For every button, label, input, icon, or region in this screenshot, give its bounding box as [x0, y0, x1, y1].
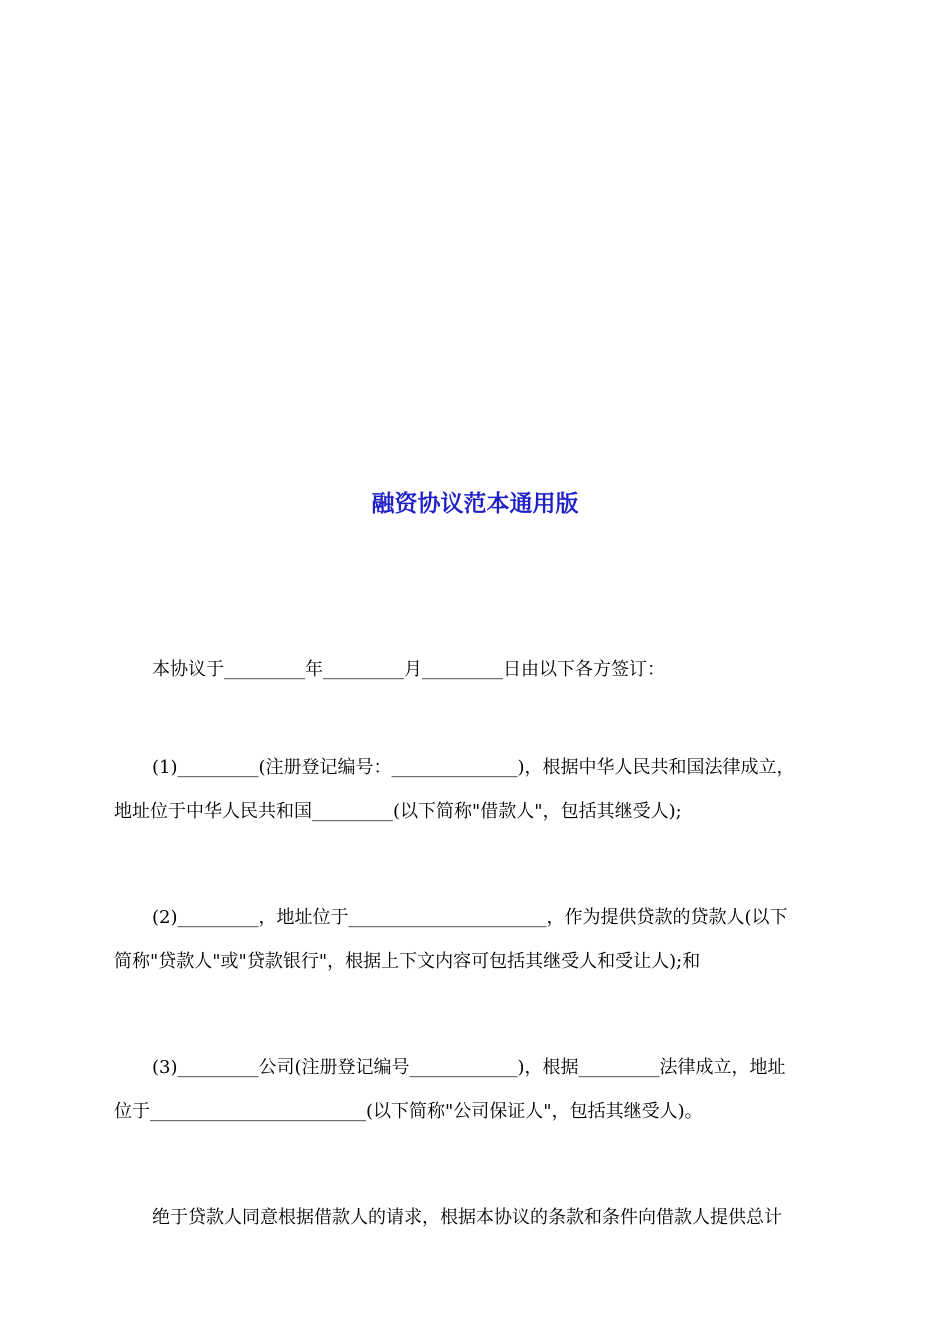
- paragraph-line: (3)_________公司(注册登记编号____________)，根据_________法律成立，地址: [152, 1057, 786, 1078]
- paragraph-line: 本协议于_________年_________月_________日由以下各方签订：: [152, 659, 665, 680]
- paragraph-line: (2)_________，地址位于______________________，作为提供贷款的贷款人(以下: [152, 907, 788, 928]
- paragraph-party-1: [114, 746, 838, 834]
- paragraph-intro: [114, 648, 838, 692]
- paragraph-line: 绝于贷款人同意根据借款人的请求，根据本协议的条款和条件向借款人提供总计: [152, 1207, 782, 1228]
- paragraph-line: 地址位于中华人民共和国_________(以下简称"借款人"，包括其继受人);: [114, 801, 682, 822]
- document-title: 融资协议范本通用版: [371, 490, 579, 517]
- paragraph-party-3: [114, 1046, 838, 1134]
- paragraph-line: (1)_________(注册登记编号：______________)，根据中华人民共和国法律成立，: [152, 757, 795, 778]
- paragraph-line: 位于________________________(以下简称"公司保证人"，包括其继受人)。: [114, 1101, 703, 1122]
- paragraph-line: 简称"贷款人"或"贷款银行"，根据上下文内容可包括其继受人和受让人);和: [114, 951, 701, 972]
- paragraph-party-2: [114, 896, 838, 984]
- paragraph-recital: [114, 1196, 838, 1240]
